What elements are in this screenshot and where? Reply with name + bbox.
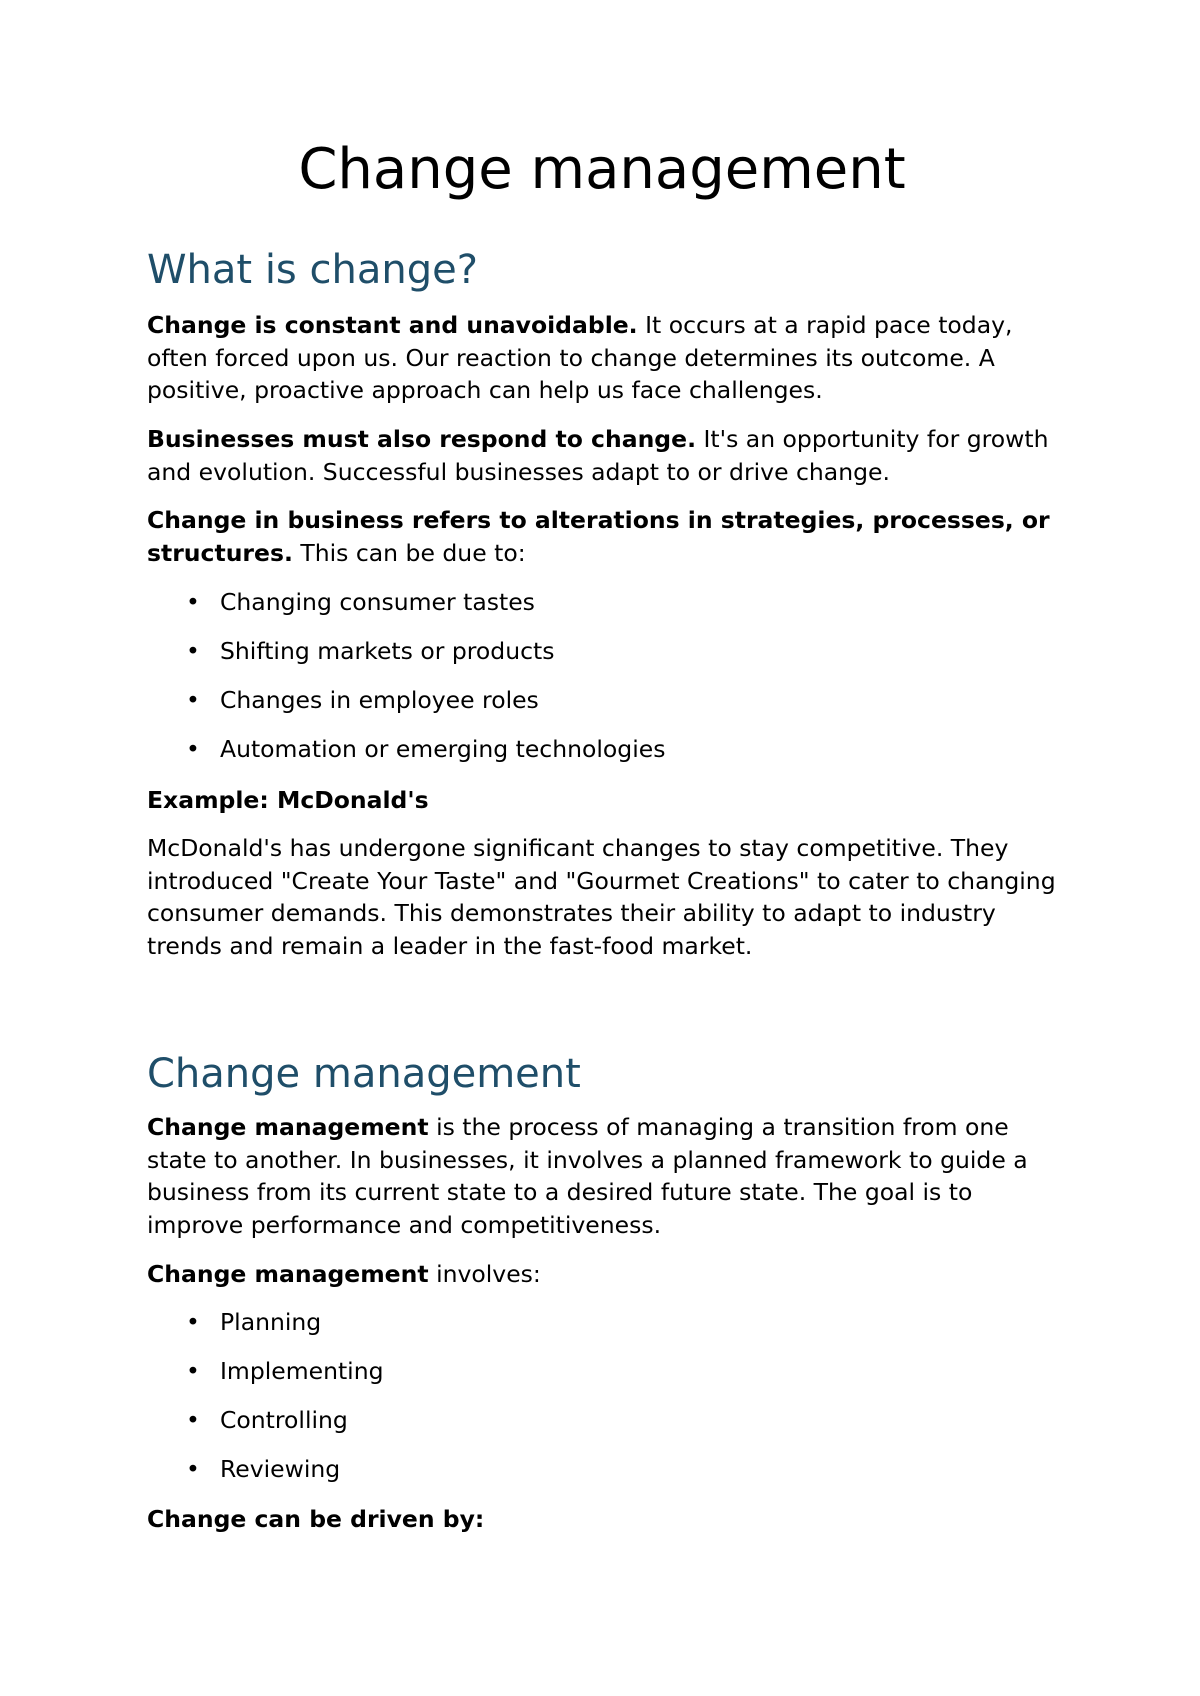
list-item <box>147 1453 384 1502</box>
list-item-text: Automation or emerging technologies <box>220 735 666 763</box>
bullet-icon: • <box>186 735 200 763</box>
bullet-icon: • <box>186 637 200 665</box>
paragraph-businesses-respond <box>147 423 1067 488</box>
list-item-text: Implementing <box>220 1357 384 1385</box>
list-item-text: Changing consumer tastes <box>220 588 535 616</box>
bullet-icon: • <box>186 686 200 714</box>
bullet-icon: • <box>186 1308 200 1336</box>
paragraph-bold-lead: Change is constant and unavoidable. <box>147 311 638 339</box>
example-paragraph: McDonald's has undergone significant changes to stay competitive. They introduced "Create Your Taste" and "Gourmet Creations" to cater to changing consumer demands. This demonstrates their ability to adapt to industry trends and remain a leader in the fast-food market. <box>147 834 1056 960</box>
list-item-text: Controlling <box>220 1406 348 1434</box>
list-item-text: Reviewing <box>220 1455 341 1483</box>
heading-what-is-change: What is change? <box>147 247 478 293</box>
heading-change-management: Change management <box>147 1051 581 1097</box>
paragraph-bold-lead: Change management <box>147 1113 429 1141</box>
list-item-text: Changes in employee roles <box>220 686 539 714</box>
paragraph-change-management-involves <box>147 1258 1067 1291</box>
paragraph-change-management-definition <box>147 1111 1067 1241</box>
causes-list <box>147 586 665 782</box>
bullet-icon: • <box>186 1455 200 1483</box>
list-item <box>147 586 665 635</box>
example-heading <box>147 784 1067 817</box>
list-item <box>147 1355 384 1404</box>
paragraph-text: It occurs at a rapid pace today, often forced upon us. Our reaction to change determines its outcome. A positive, proactive approach can help us face challenges. <box>147 311 1013 404</box>
list-item <box>147 1306 384 1355</box>
bullet-icon: • <box>186 1357 200 1385</box>
paragraph-driven-by <box>147 1503 1067 1536</box>
bullet-icon: • <box>186 588 200 616</box>
list-item <box>147 1404 384 1453</box>
list-item-text: Planning <box>220 1308 322 1336</box>
driven-by-text: Change can be driven by: <box>147 1505 485 1533</box>
paragraph-bold-lead: Businesses must also respond to change. <box>147 425 696 453</box>
paragraph-change-in-business <box>147 504 1067 569</box>
paragraph-text: It's an opportunity for growth and evolution. Successful businesses adapt to or drive change. <box>147 425 1049 486</box>
list-item <box>147 684 665 733</box>
list-item-text: Shifting markets or products <box>220 637 555 665</box>
document-title: Change management <box>298 137 906 202</box>
paragraph-text: is the process of managing a transition from one state to another. In businesses, it involves a planned framework to guide a business from its current state to a desired future state. The goal is to improve performance and competitiveness. <box>147 1113 1028 1239</box>
paragraph-bold-lead: Change management <box>147 1260 429 1288</box>
paragraph-text: involves: <box>428 1260 541 1288</box>
list-item <box>147 635 665 684</box>
bullet-icon: • <box>186 1406 200 1434</box>
steps-list <box>147 1306 384 1502</box>
paragraph-bold-lead: Change in business refers to alterations in strategies, processes, or structures. <box>147 506 1050 567</box>
list-item <box>147 733 665 782</box>
paragraph-change-constant <box>147 309 1067 407</box>
example-heading-text: Example: McDonald's <box>147 786 429 814</box>
paragraph-text: This can be due to: <box>292 538 526 567</box>
